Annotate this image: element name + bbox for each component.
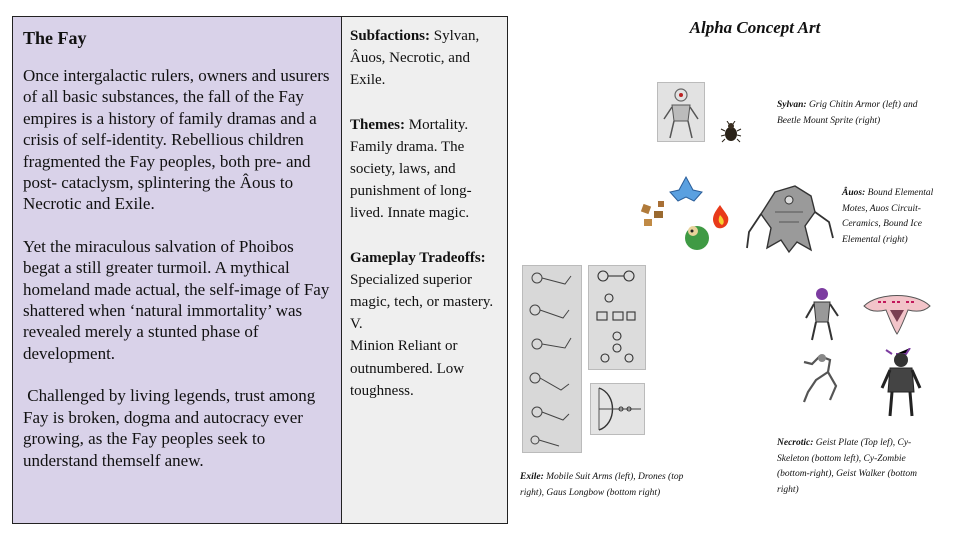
cy-skeleton-image — [800, 352, 844, 404]
gaus-longbow-image — [590, 383, 645, 435]
auos-text: Bound Elemental Motes, Auos Circuit-Ceramics, Bound Ice Elemental (right) — [842, 188, 934, 245]
concept-art-title: Alpha Concept Art — [689, 18, 821, 37]
beetle-mount-sprite-image — [720, 121, 742, 143]
description-paragraph-2: Yet the miraculous salvation of Phoibos begat a still greater turmoil. A mythical homeland made actual, the self-image of Fay shattered when ‘natural immortality’ was revealed merely a stunted phase of development. — [23, 236, 330, 363]
subfactions-label: Subfactions: — [350, 28, 431, 44]
sylvan-text: Grig Chitin Armor (left) and Beetle Mount Sprite (right) — [777, 100, 918, 126]
auos-caption — [842, 186, 947, 248]
necrotic-label: Necrotic: — [777, 438, 814, 448]
geist-plate-image — [800, 286, 844, 342]
exile-text: Mobile Suit Arms (left), Drones (top right), Gaus Longbow (bottom right) — [520, 472, 684, 498]
necrotic-caption — [777, 436, 937, 498]
description-paragraph-1: Once intergalactic rulers, owners and usurers of all basic substances, the fall of the Fay empires is a history of family dramas and a crisis of self-identity. Rebellious children fragmented the Fay peoples, both pre- and post- cataclysm, splintering the Âous to Necrotic and Exile. — [23, 66, 330, 214]
tradeoffs-line-2: V. — [350, 316, 363, 333]
tradeoffs-label: Gameplay Tradeoffs: — [350, 249, 486, 266]
sylvan-label: Sylvan: — [777, 100, 807, 110]
bound-ice-elemental-image — [745, 182, 835, 254]
faction-description-panel — [12, 16, 342, 524]
exile-caption — [520, 470, 700, 501]
cy-zombie-image — [858, 290, 936, 336]
mobile-suit-arms-image — [522, 265, 582, 453]
themes-block — [350, 114, 501, 225]
themes-text: Mortality. Family drama. The society, laws, and punishment of long-lived. Innate magic. — [350, 116, 472, 222]
faction-summary-panel — [341, 16, 508, 524]
tradeoffs-line-1: Specialized superior magic, tech, or mastery. — [350, 271, 494, 311]
faction-title: The Fay — [23, 28, 87, 48]
subfactions-block — [350, 25, 501, 92]
tradeoffs-line-3: Minion Reliant or outnumbered. Low toughness. — [350, 338, 465, 399]
description-paragraph-3: Challenged by living legends, trust among Fay is broken, dogma and autocracy ever growing, as the Fay peoples seek to understand themself anew. — [23, 386, 320, 470]
subfactions-text: Sylvan, Âuos, Necrotic, and Exile. — [350, 28, 480, 89]
tradeoffs-block — [350, 247, 501, 402]
drones-image — [588, 265, 646, 370]
elemental-motes-image — [636, 175, 736, 255]
sylvan-caption — [777, 98, 937, 129]
necrotic-text: Geist Plate (Top lef), Cy-Skeleton (bottom left), Cy-Zombie (bottom-right), Geist Walker (bottom right) — [777, 438, 918, 495]
exile-label: Exile: — [520, 472, 544, 482]
grig-chitin-armor-image — [657, 82, 705, 142]
themes-label: Themes: — [350, 116, 405, 133]
auos-label: Âuos: — [842, 188, 866, 198]
geist-walker-image — [878, 348, 924, 418]
